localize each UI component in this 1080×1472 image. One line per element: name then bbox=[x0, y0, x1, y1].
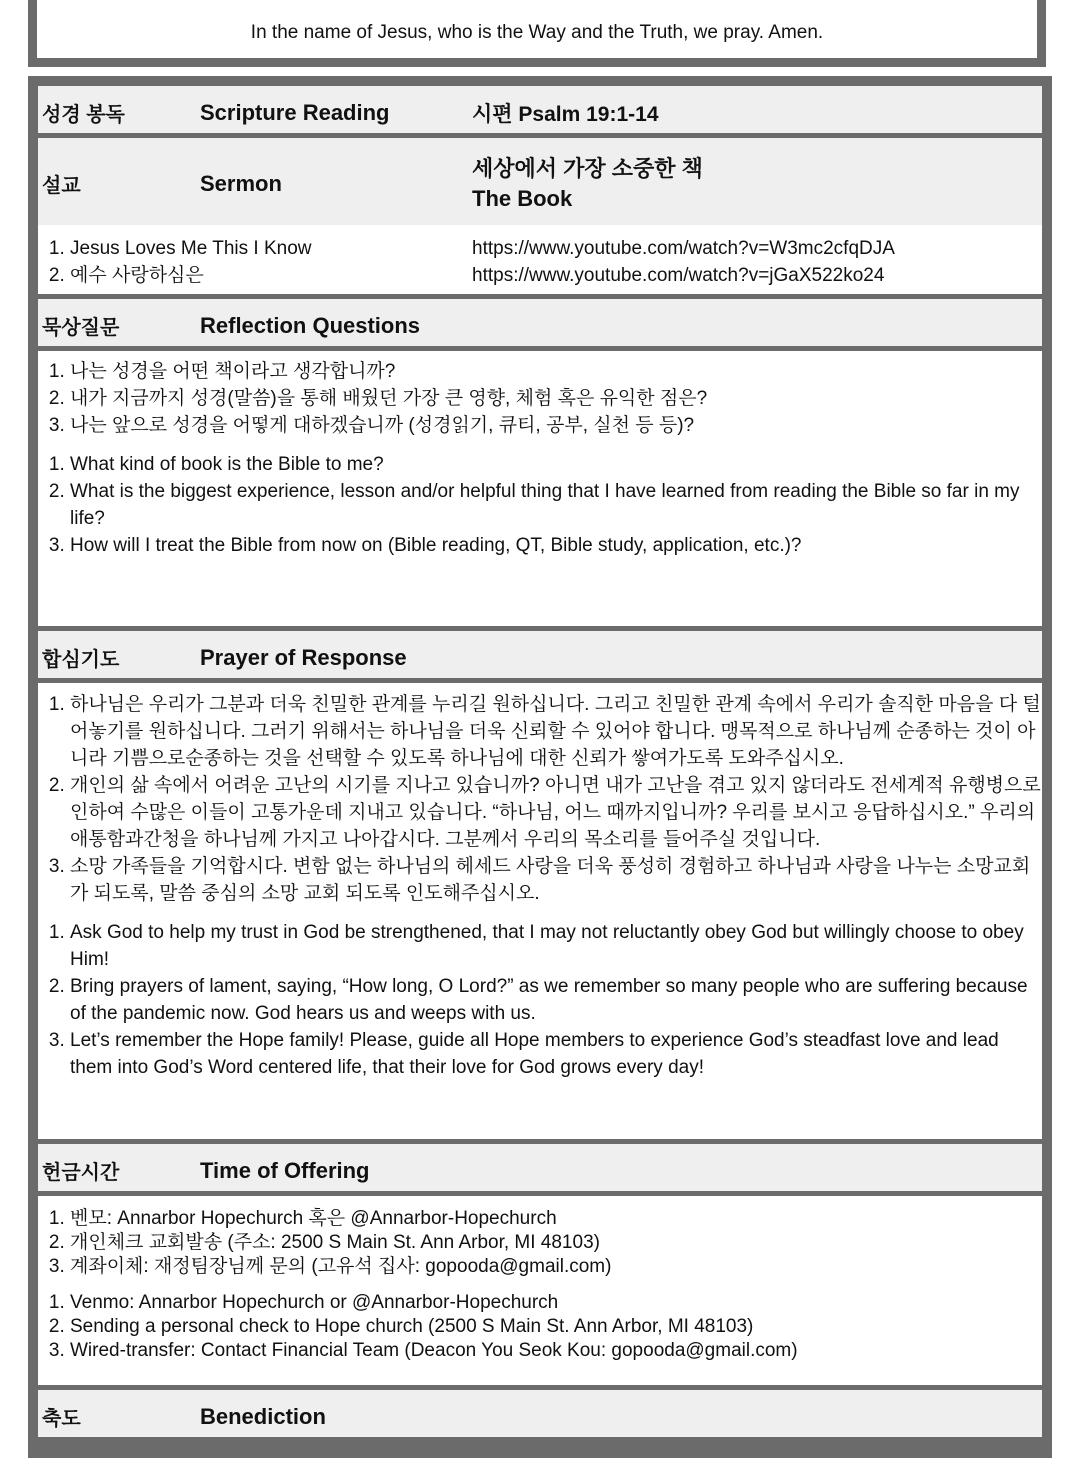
list-item: 2. Bring prayers of lament, saying, “How long, O Lord?” as we remember so many people who are suffering because of the pandemic now. God hears us and weeps with us. bbox=[70, 973, 1042, 1027]
list-item: 3. 계좌이체: 재정팀장님께 문의 (고유석 집사: gopooda@gmail.com) bbox=[70, 1255, 1042, 1279]
sermon-kor-label: 설교 bbox=[42, 175, 81, 197]
list-item: 1. Venmo: Annarbor Hopechurch or @Annarbor-Hopechurch bbox=[70, 1291, 1042, 1315]
reflection-eng-label: Reflection Questions bbox=[200, 313, 421, 338]
prayer-section-header bbox=[38, 631, 1042, 683]
list-item: 3. Wired-transfer: Contact Financial Team (Deacon You Seok Kou: gopooda@gmail.com) bbox=[70, 1339, 1042, 1363]
list-item: 1. What kind of book is the Bible to me? bbox=[70, 451, 1042, 478]
list-item: 1. 하나님은 우리가 그분과 더욱 친밀한 관계를 누리길 원하십니다. 그리고 친밀한 관계 속에서 우리가 솔직한 마음을 다 털어놓기를 원하십니다. 그러기 위해서는 하나님을 더욱 신뢰할 수 있어야 합니다. 맹목적으로 하나님께 순종하는 것이 아니라 기쁨으로순종하는 것을 선택할 수 있도록 하나님에 대한 신뢰가 쌓여가도록 도와주십시오. bbox=[70, 691, 1042, 772]
closing-prayer-box bbox=[28, 0, 1046, 67]
benediction-kor-label: 축도 bbox=[42, 1408, 81, 1430]
sermon-title-eng: The Book bbox=[472, 186, 573, 211]
benediction-eng-label: Benediction bbox=[200, 1404, 326, 1429]
list-item: 1. 나는 성경을 어떤 책이라고 생각합니까? bbox=[70, 358, 1042, 385]
reflection-eng-list bbox=[38, 451, 1042, 559]
scripture-kor-label: 성경 봉독 bbox=[42, 104, 125, 126]
closing-prayer-text: In the name of Jesus, who is the Way and the Truth, we pray. Amen. bbox=[250, 22, 824, 43]
hymns-section bbox=[38, 225, 1042, 299]
list-item: 3. Let’s remember the Hope family! Please, guide all Hope members to experience God’s steadfast love and lead them into God’s Word centered life, that their love for God grows every day! bbox=[70, 1027, 1042, 1081]
list-item: 2. 개인의 삶 속에서 어려운 고난의 시기를 지나고 있습니까? 아니면 내가 고난을 겪고 있지 않더라도 전세계적 유행병으로 인하여 수많은 이들이 고통가운데 지내고 있습니다. “하나님, 어느 때까지입니까? 우리를 보시고 응답하십시오.” 우리의 애통함과간청을 하나님께 가지고 나아갑시다. 그분께서 우리의 목소리를 들어주실 것입니다. bbox=[70, 772, 1042, 853]
prayer-kor-list bbox=[38, 691, 1042, 907]
hymn-item: 2. 예수 사랑하심은 bbox=[70, 262, 470, 289]
reflection-kor-list bbox=[38, 358, 1042, 439]
offering-section-header bbox=[38, 1144, 1042, 1196]
hymn-url-list bbox=[472, 235, 895, 289]
reflection-section-body bbox=[38, 351, 1042, 631]
list-item: 3. How will I treat the Bible from now on (Bible reading, QT, Bible study, application, etc.)? bbox=[70, 532, 1042, 559]
reflection-section-header bbox=[38, 299, 1042, 351]
order-of-worship-table bbox=[28, 76, 1052, 1458]
sermon-eng-label: Sermon bbox=[200, 171, 282, 196]
benediction-section-header bbox=[38, 1390, 1042, 1437]
offering-kor-list bbox=[38, 1207, 1042, 1279]
prayer-eng-label: Prayer of Response bbox=[200, 645, 407, 670]
sermon-title-kor: 세상에서 가장 소중한 책 bbox=[472, 156, 703, 181]
hymn-list bbox=[38, 235, 470, 289]
scripture-reference: 시편 Psalm 19:1-14 bbox=[472, 103, 659, 126]
sermon-section-header bbox=[38, 138, 1042, 225]
hymn-item: 1. Jesus Loves Me This I Know bbox=[70, 235, 470, 262]
list-item: 2. Sending a personal check to Hope church (2500 S Main St. Ann Arbor, MI 48103) bbox=[70, 1315, 1042, 1339]
list-item: 2. 개인체크 교회발송 (주소: 2500 S Main St. Ann Arbor, MI 48103) bbox=[70, 1231, 1042, 1255]
prayer-kor-label: 합심기도 bbox=[42, 649, 120, 671]
list-item: 3. 소망 가족들을 기억합시다. 변함 없는 하나님의 헤세드 사랑을 더욱 풍성히 경험하고 하나님과 사랑을 나누는 소망교회가 되도록, 말씀 중심의 소망 교회 되도록 인도해주십시오. bbox=[70, 853, 1042, 907]
list-item: 1. 벤모: Annarbor Hopechurch 혹은 @Annarbor-Hopechurch bbox=[70, 1207, 1042, 1231]
prayer-eng-list bbox=[38, 919, 1042, 1081]
hymn-url-link[interactable]: https://www.youtube.com/watch?v=jGaX522ko24 bbox=[472, 265, 885, 286]
reflection-kor-label: 묵상질문 bbox=[42, 317, 120, 339]
list-item: 2. 내가 지금까지 성경(말씀)을 통해 배웠던 가장 큰 영향, 체험 혹은 유익한 점은? bbox=[70, 385, 1042, 412]
scripture-section-header bbox=[38, 86, 1042, 138]
scripture-eng-label: Scripture Reading bbox=[200, 100, 390, 125]
list-item: 1. Ask God to help my trust in God be strengthened, that I may not reluctantly obey God but willingly choose to obey Him! bbox=[70, 919, 1042, 973]
offering-section-body bbox=[38, 1196, 1042, 1390]
hymn-url-link[interactable]: https://www.youtube.com/watch?v=W3mc2cfqDJA bbox=[472, 238, 895, 259]
offering-eng-list bbox=[38, 1291, 1042, 1363]
list-item: 3. 나는 앞으로 성경을 어떻게 대하겠습니까 (성경읽기, 큐티, 공부, 실천 등 등)? bbox=[70, 412, 1042, 439]
offering-eng-label: Time of Offering bbox=[200, 1158, 370, 1183]
list-item: 2. What is the biggest experience, lesson and/or helpful thing that I have learned from reading the Bible so far in my life? bbox=[70, 478, 1042, 532]
prayer-section-body bbox=[38, 683, 1042, 1144]
offering-kor-label: 헌금시간 bbox=[42, 1162, 120, 1184]
